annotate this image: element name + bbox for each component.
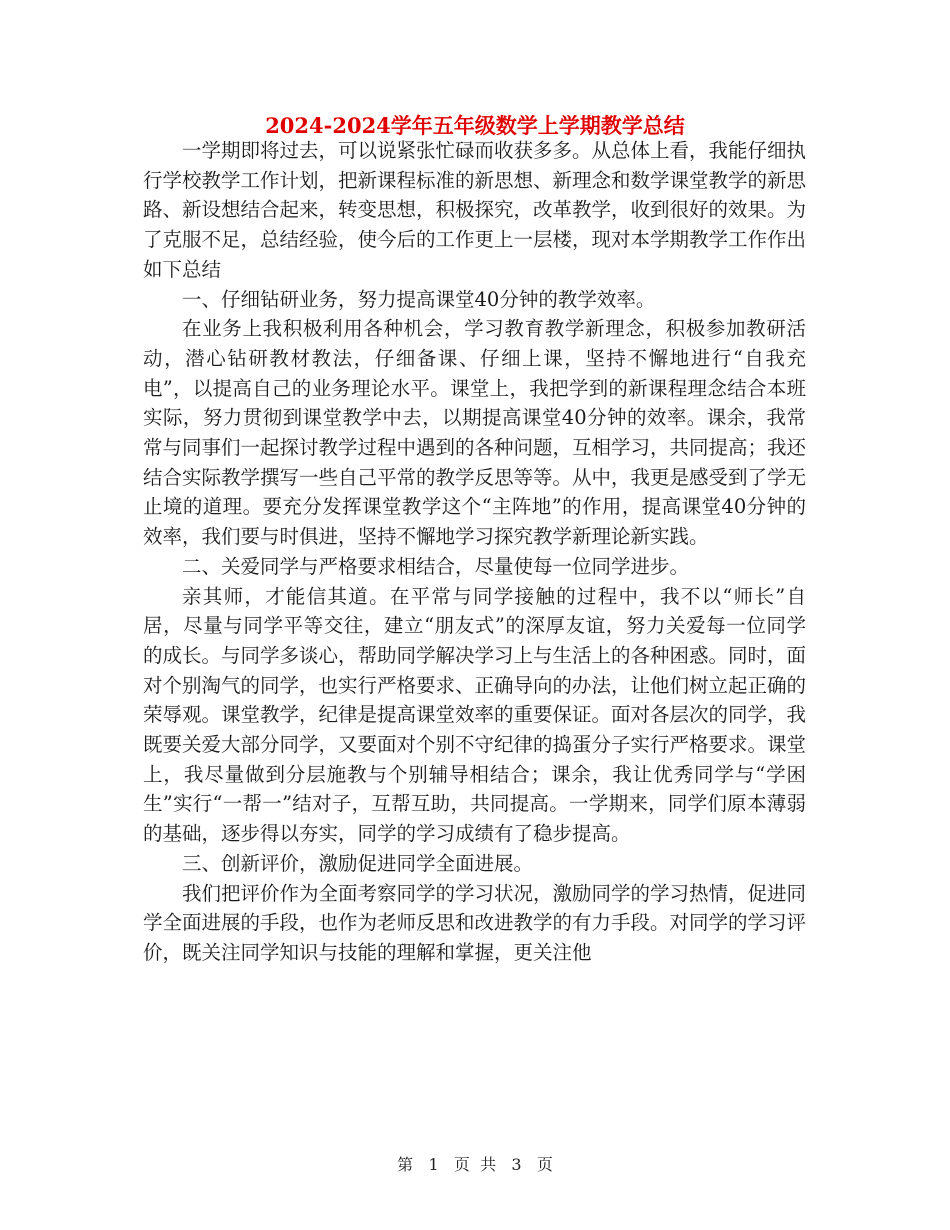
document-body	[143, 136, 806, 968]
paragraph-section-2: 亲其师，才能信其道。在平常与同学接触的过程中，我不以“师长”自居，尽量与同学平等交往，建立“朋友式”的深厚友谊，努力关爱每一位同学的成长。与同学多谈心，帮助同学解决学习上与生活上的各种困惑。同时，面对个别淘气的同学，也实行严格要求、正确导向的办法，让他们树立起正确的荣辱观。课堂教学，纪律是提高课堂效率的重要保证。面对各层次的同学，我既要关爱大部分同学，又要面对个别不守纪律的捣蛋分子实行严格要求。课堂上，我尽量做到分层施教与个别辅导相结合；课余，我让优秀同学与“学困生”实行“一帮一”结对子，互帮互助，共同提高。一学期来，同学们原本薄弱的基础，逐步得以夯实，同学的学习成绩有了稳步提高。	[143, 584, 807, 846]
paragraph-section-3: 我们把评价作为全面考察同学的学习状况，激励同学的学习热情，促进同学全面进展的手段，也作为老师反思和改进教学的有力手段。对同学的学习评价，既关注同学知识与技能的理解和掌握，更关注他	[143, 881, 807, 964]
footer-label-of: 页 共	[453, 1155, 497, 1174]
footer-total-pages: 3	[511, 1155, 522, 1174]
page-number-footer	[0, 1154, 950, 1176]
document-title: 2024-2024学年五年级数学上学期教学总结	[265, 113, 685, 138]
footer-label-page: 第	[397, 1155, 414, 1174]
section-heading-2: 二、关爱同学与严格要求相结合，尽量使每一位同学进步。	[182, 554, 690, 578]
paragraph-intro: 一学期即将过去，可以说紧张忙碌而收获多多。从总体上看，我能仔细执行学校教学工作计划，把新课程标准的新思想、新理念和数学课堂教学的新思路、新设想结合起来，转变思想，积极探究，改革教学，收到很好的效果。为了克服不足，总结经验，使今后的工作更上一层楼，现对本学期教学工作作出如下总结	[143, 139, 807, 281]
section-heading-3: 三、创新评价，激励促进同学全面进展。	[182, 851, 534, 875]
paragraph-section-1: 在业务上我积极利用各种机会，学习教育教学新理念，积极参加教研活动，潜心钻研教材教法，仔细备课、仔细上课，坚持不懈地进行“自我充电”，以提高自己的业务理论水平。课堂上，我把学到的新课程理念结合本班实际，努力贯彻到课堂教学中去，以期提高课堂40分钟的效率。课余，我常常与同事们一起探讨教学过程中遇到的各种问题，互相学习，共同提高；我还结合实际教学撰写一些自己平常的教学反思等等。从中，我更是感受到了学无止境的道理。要充分发挥课堂教学这个“主阵地”的作用，提高课堂40分钟的效率，我们要与时俱进，坚持不懈地学习探究教学新理论新实践。	[143, 317, 807, 549]
section-heading-1: 一、仔细钻研业务，努力提高课堂40分钟的教学效率。	[182, 287, 656, 311]
footer-current-page: 1	[428, 1155, 439, 1174]
footer-label-end: 页	[536, 1155, 553, 1174]
